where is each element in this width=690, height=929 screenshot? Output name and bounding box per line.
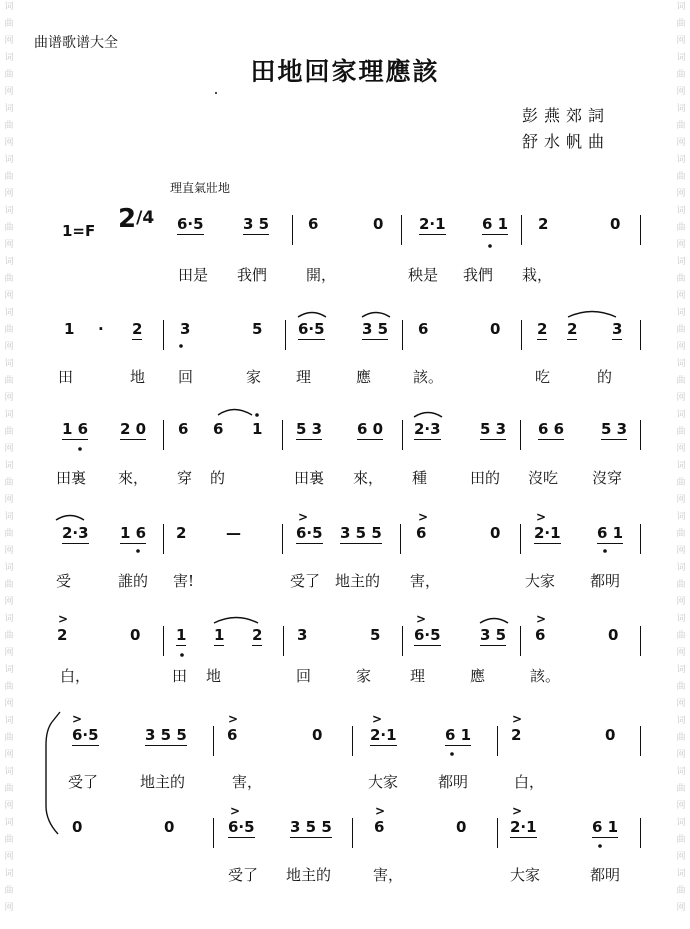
accent-mark: >	[72, 712, 83, 726]
lyric: 地主的	[286, 866, 332, 884]
note: 6	[178, 420, 189, 438]
note: 1	[64, 320, 75, 338]
lyric: 應	[356, 368, 372, 386]
lyric: 受了	[290, 572, 321, 590]
note: 0	[490, 320, 501, 338]
watermark-char: 词	[4, 614, 14, 624]
note: 6 1	[592, 818, 619, 836]
note: 6	[416, 524, 427, 542]
slur	[56, 516, 84, 521]
note: 2	[132, 320, 143, 338]
lyric: 田	[58, 368, 74, 386]
note: 5 3	[480, 420, 507, 438]
lyric: 理	[296, 368, 312, 386]
watermark-char: 词	[676, 869, 686, 879]
lyric: 開，	[306, 266, 337, 284]
note: 6 1	[445, 726, 472, 744]
note: 6 1	[597, 524, 624, 542]
note: 0	[130, 626, 141, 644]
watermark-char: 曲	[676, 478, 686, 488]
watermark-char: 词	[4, 53, 14, 63]
octave-dot	[255, 413, 259, 417]
note: 6	[308, 215, 319, 233]
lyric: 都明	[590, 866, 621, 884]
lyric: 來，	[353, 469, 384, 487]
watermark-char: 网	[4, 36, 14, 46]
time-signature: 2/4	[118, 204, 155, 234]
note: 6 1	[482, 215, 509, 233]
brace	[46, 722, 58, 834]
note: 2	[538, 215, 549, 233]
watermark-char: 网	[676, 801, 686, 811]
note: 3 5 5	[290, 818, 332, 836]
lyric: 理	[410, 667, 426, 685]
watermark-char: 网	[676, 291, 686, 301]
watermark-char: 曲	[676, 19, 686, 29]
watermark-char: 网	[676, 750, 686, 760]
watermark-char: 词	[676, 104, 686, 114]
watermark-char: 词	[4, 155, 14, 165]
note: 2·1	[534, 524, 561, 542]
lyric: 都明	[438, 773, 469, 791]
watermark-char: 网	[676, 342, 686, 352]
watermark-char: 曲	[676, 784, 686, 794]
watermark-char: 曲	[4, 886, 14, 896]
note: 1	[176, 626, 187, 644]
lyric: 都明	[590, 572, 621, 590]
note: 2	[57, 626, 68, 644]
accent-mark: >	[416, 612, 427, 626]
lyric: 害，	[373, 866, 404, 884]
lyric: 我們	[463, 266, 494, 284]
octave-dot	[488, 244, 492, 248]
note: 6	[227, 726, 238, 744]
watermark-char: 网	[4, 801, 14, 811]
watermark-char: 网	[4, 291, 14, 301]
note: 6 6	[538, 420, 565, 438]
watermark-char: 曲	[4, 223, 14, 233]
watermark-char: 词	[4, 104, 14, 114]
lyric: 誰的	[118, 572, 149, 590]
watermark-char: 词	[4, 461, 14, 471]
lyric: 沒穿	[592, 469, 623, 487]
accent-mark: >	[536, 510, 547, 524]
lyric: 田的	[470, 469, 501, 487]
note: 6 0	[357, 420, 384, 438]
watermark-char: 网	[4, 495, 14, 505]
accent-mark: >	[512, 804, 523, 818]
note: 2 0	[120, 420, 147, 438]
note: 6·5	[296, 524, 323, 542]
note: 3 5 5	[340, 524, 382, 542]
note: 0	[490, 524, 501, 542]
watermark-char: 网	[4, 342, 14, 352]
watermark-char: 曲	[4, 325, 14, 335]
slur	[414, 413, 442, 418]
watermark-char: 网	[676, 393, 686, 403]
lyric: 大家	[510, 866, 541, 884]
note: 0	[605, 726, 616, 744]
note: 6·5	[72, 726, 99, 744]
watermark-char: 词	[4, 206, 14, 216]
note: 6·5	[414, 626, 441, 644]
accent-mark: >	[372, 712, 383, 726]
lyric: 地	[206, 667, 222, 685]
note: 2	[511, 726, 522, 744]
lyric: 栽，	[522, 266, 553, 284]
lyric: 該。	[413, 368, 444, 386]
watermark-char: 词	[676, 512, 686, 522]
watermark-char: 网	[676, 87, 686, 97]
watermark-char: 词	[676, 665, 686, 675]
watermark-char: 词	[4, 257, 14, 267]
lyric: 我們	[237, 266, 268, 284]
slur	[480, 619, 508, 624]
note: 0	[72, 818, 83, 836]
watermark-char: 曲	[4, 631, 14, 641]
accent-mark: >	[536, 612, 547, 626]
watermark-char: 曲	[676, 580, 686, 590]
watermark-char: 词	[4, 563, 14, 573]
slur	[298, 313, 326, 318]
watermark-char: 曲	[676, 376, 686, 386]
watermark-char: 网	[4, 444, 14, 454]
watermark-char: 网	[4, 393, 14, 403]
note: 3 5	[362, 320, 389, 338]
slur	[362, 313, 390, 318]
note: 2·1	[510, 818, 537, 836]
watermark-char: 网	[4, 240, 14, 250]
note: 3	[612, 320, 623, 338]
watermark-char: 网	[4, 597, 14, 607]
watermark-char: 网	[4, 138, 14, 148]
watermark-char: 词	[676, 563, 686, 573]
octave-dot	[179, 344, 183, 348]
lyric: 大家	[368, 773, 399, 791]
stray-mark	[215, 92, 217, 94]
watermark-char: 曲	[676, 325, 686, 335]
note: 6	[374, 818, 385, 836]
octave-dot	[78, 447, 82, 451]
lyric: 受了	[68, 773, 99, 791]
watermark-char: 曲	[4, 172, 14, 182]
watermark-char: 曲	[676, 121, 686, 131]
octave-dot	[136, 549, 140, 553]
watermark-char: 曲	[4, 784, 14, 794]
note: 2	[176, 524, 187, 542]
lyric: 白，	[60, 667, 91, 685]
key-signature: 1=F	[62, 222, 96, 240]
watermark-char: 网	[4, 189, 14, 199]
watermark-char: 曲	[4, 835, 14, 845]
page-title: 田地回家理應該	[250, 57, 440, 86]
octave-dot	[450, 752, 454, 756]
composer-credit: 舒水帆曲	[522, 132, 611, 151]
lyric: 田	[172, 667, 188, 685]
watermark-char: 词	[676, 359, 686, 369]
watermark-char: 词	[4, 665, 14, 675]
accent-mark: >	[512, 712, 523, 726]
lyric: 該。	[530, 667, 561, 685]
lyric: 的	[597, 368, 613, 386]
watermark-char: 网	[676, 597, 686, 607]
watermark-char: 曲	[676, 223, 686, 233]
watermark-char: 网	[676, 36, 686, 46]
note: 6·5	[177, 215, 204, 233]
watermark-char: 曲	[676, 631, 686, 641]
watermark-char: 词	[4, 818, 14, 828]
watermark-char: 词	[676, 2, 686, 12]
lyric: 地主的	[140, 773, 186, 791]
watermark-char: 网	[676, 648, 686, 658]
lyric: 回	[178, 368, 194, 386]
watermark-char: 曲	[4, 274, 14, 284]
watermark-char: 网	[4, 699, 14, 709]
octave-dot	[180, 653, 184, 657]
watermark-char: 网	[4, 546, 14, 556]
watermark-char: 曲	[4, 478, 14, 488]
watermark-char: 网	[676, 495, 686, 505]
watermark-char: 曲	[676, 682, 686, 692]
lyric: 回	[296, 667, 312, 685]
lyric: 大家	[525, 572, 556, 590]
note: 3 5	[243, 215, 270, 233]
watermark-char: 曲	[4, 580, 14, 590]
note: 0	[456, 818, 467, 836]
lyric: 白，	[514, 773, 545, 791]
lyric: 穿	[177, 469, 193, 487]
watermark-char: 曲	[4, 19, 14, 29]
note: ·	[98, 320, 104, 338]
watermark-char: 词	[4, 308, 14, 318]
note: 2	[252, 626, 263, 644]
watermark-char: 曲	[676, 835, 686, 845]
lyric: 害!	[173, 572, 195, 590]
note: 0	[610, 215, 621, 233]
watermark-char: 曲	[4, 682, 14, 692]
lyric: 害，	[232, 773, 263, 791]
note: 0	[164, 818, 175, 836]
watermark-char: 词	[676, 257, 686, 267]
watermark-char: 词	[676, 308, 686, 318]
watermark-char: 曲	[676, 886, 686, 896]
note: 1	[214, 626, 225, 644]
lyric: 來，	[118, 469, 149, 487]
watermark-char: 词	[676, 461, 686, 471]
note: 1 6	[62, 420, 89, 438]
watermark-char: 网	[676, 444, 686, 454]
slur	[214, 618, 258, 624]
watermark-char: 词	[676, 155, 686, 165]
watermark-char: 网	[4, 903, 14, 913]
slur	[218, 410, 252, 416]
note: 6·5	[298, 320, 325, 338]
tempo-marking: 理直氣壯地	[170, 181, 231, 195]
watermark-char: 网	[676, 546, 686, 556]
watermark-char: 词	[676, 716, 686, 726]
watermark-char: 词	[4, 716, 14, 726]
note: 2·1	[419, 215, 446, 233]
watermark-char: 词	[676, 818, 686, 828]
watermark-char: 词	[4, 767, 14, 777]
watermark-char: 词	[676, 410, 686, 420]
watermark-char: 网	[4, 87, 14, 97]
slur	[568, 312, 616, 318]
watermark-char: 网	[676, 138, 686, 148]
lyricist-credit: 彭燕郊詞	[522, 106, 611, 125]
watermark-char: 曲	[676, 427, 686, 437]
note: 6	[535, 626, 546, 644]
note: 0	[608, 626, 619, 644]
watermark-char: 网	[676, 240, 686, 250]
time-signature-top: 2	[118, 204, 137, 234]
watermark-char: 曲	[4, 376, 14, 386]
lyric: 害，	[410, 572, 441, 590]
watermark-char: 网	[676, 189, 686, 199]
note: 3 5 5	[145, 726, 187, 744]
note: 2·1	[370, 726, 397, 744]
lyric: 地主的	[335, 572, 381, 590]
octave-dot	[598, 844, 602, 848]
watermark-char: 词	[676, 767, 686, 777]
site-label: 曲谱歌谱大全	[34, 35, 118, 51]
note: —	[226, 524, 241, 542]
note: 6	[213, 420, 224, 438]
watermark-char: 曲	[4, 733, 14, 743]
accent-mark: >	[298, 510, 309, 524]
watermark-char: 词	[4, 359, 14, 369]
lyric: 田裏	[294, 469, 325, 487]
lyric: 家	[246, 368, 262, 386]
note: 5 3	[296, 420, 323, 438]
watermark-char: 曲	[676, 274, 686, 284]
accent-mark: >	[228, 712, 239, 726]
watermark-char: 词	[4, 512, 14, 522]
note: 5 3	[601, 420, 628, 438]
watermark-char: 网	[676, 903, 686, 913]
watermark-char: 曲	[676, 172, 686, 182]
watermark-char: 曲	[676, 70, 686, 80]
note: 1 6	[120, 524, 147, 542]
lyric: 田裏	[56, 469, 87, 487]
note: 5	[370, 626, 381, 644]
note: 3 5	[480, 626, 507, 644]
note: 2	[567, 320, 578, 338]
accent-mark: >	[230, 804, 241, 818]
note: 5	[252, 320, 263, 338]
watermark-char: 网	[4, 852, 14, 862]
note: 2	[537, 320, 548, 338]
note: 6·5	[228, 818, 255, 836]
brace-tick	[52, 712, 60, 722]
note: 3	[180, 320, 191, 338]
lyric: 地	[130, 368, 146, 386]
note: 2·3	[414, 420, 441, 438]
lyric: 田是	[178, 266, 209, 284]
watermark-char: 词	[4, 869, 14, 879]
watermark-char: 词	[676, 206, 686, 216]
accent-mark: >	[58, 612, 69, 626]
note: 6	[418, 320, 429, 338]
watermark-char: 词	[4, 2, 14, 12]
note: 1	[252, 420, 263, 438]
watermark-char: 曲	[4, 529, 14, 539]
octave-dot	[603, 549, 607, 553]
note: 0	[312, 726, 323, 744]
watermark-char: 网	[4, 750, 14, 760]
lyric: 吃	[535, 368, 551, 386]
watermark-char: 词	[4, 410, 14, 420]
lyric: 的	[210, 469, 226, 487]
note: 2·3	[62, 524, 89, 542]
lyric: 受了	[228, 866, 259, 884]
lyric: 家	[356, 667, 372, 685]
watermark-char: 曲	[676, 733, 686, 743]
accent-mark: >	[375, 804, 386, 818]
watermark-char: 网	[676, 699, 686, 709]
note: 3	[297, 626, 308, 644]
lyric: 秧是	[408, 266, 439, 284]
watermark-char: 曲	[676, 529, 686, 539]
lyric: 應	[470, 667, 486, 685]
watermark-char: 词	[676, 614, 686, 624]
lyric: 沒吃	[528, 469, 559, 487]
watermark-char: 曲	[4, 121, 14, 131]
watermark-char: 网	[676, 852, 686, 862]
note: 0	[373, 215, 384, 233]
lyric: 受	[56, 572, 72, 590]
watermark-char: 网	[4, 648, 14, 658]
accent-mark: >	[418, 510, 429, 524]
lyric: 種	[412, 469, 428, 487]
watermark-char: 曲	[4, 70, 14, 80]
time-signature-bottom: 4	[142, 208, 155, 228]
watermark-char: 曲	[4, 427, 14, 437]
watermark-char: 词	[676, 53, 686, 63]
